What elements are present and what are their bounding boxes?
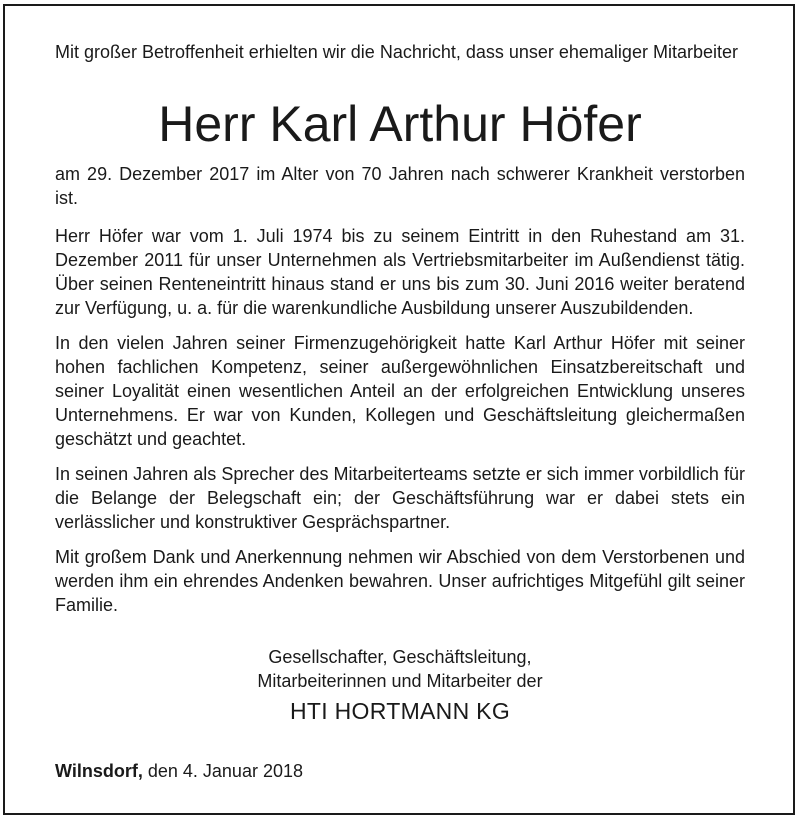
paragraph-farewell: Mit großem Dank und Anerkennung nehmen wir Abschied von dem Verstorbenen und werden ihm ein ehrendes Andenken bewahren. Unser aufrichtiges Mitgefühl gilt seiner Familie.	[55, 547, 745, 615]
death-statement: am 29. Dezember 2017 im Alter von 70 Jahren nach schwerer Krankheit verstorben ist.	[55, 164, 745, 208]
paragraph-spokesman: In seinen Jahren als Sprecher des Mitarbeiterteams setzte er sich immer vorbildlich für die Belange der Belegschaft ein; der Geschäftsführung war er dabei stets ein verlässlicher und konstruktiver Gesprächspartner.	[55, 464, 745, 532]
place-name: Wilnsdorf,	[55, 761, 143, 781]
obituary-body	[55, 224, 745, 628]
place-date-line	[55, 759, 303, 783]
company-name: HTI HORTMANN KG	[289, 698, 511, 724]
signature-block	[0, 645, 800, 693]
notice-date: den 4. Januar 2018	[147, 761, 303, 781]
intro-text: Mit großer Betroffenheit erhielten wir die Nachricht, dass unser ehemaliger Mitarbeiter	[55, 42, 738, 62]
paragraph-career: Herr Höfer war vom 1. Juli 1974 bis zu seinem Eintritt in den Ruhestand am 31. Dezember 2011 für unser Unternehmen als Vertriebsmitarbeiter im Außendienst tätig. Über seinen Renteneintritt hinaus stand er uns bis zum 30. Juni 2016 weiter beratend zur Verfügung, u. a. für die warenkundliche Ausbildung unserer Auszubildenden.	[55, 226, 745, 318]
paragraph-merits: In den vielen Jahren seiner Firmenzugehörigkeit hatte Karl Arthur Höfer mit seiner hohen fachlichen Kompetenz, seiner außergewöhnlichen Einsatzbereitschaft und seiner Loyalität einen wesentlichen Anteil an der erfolgreichen Entwicklung unseres Unternehmens. Er war von Kunden, Kollegen und Geschäftsleitung gleichermaßen geschätzt und geachtet.	[55, 333, 745, 449]
signature-line: Mitarbeiterinnen und Mitarbeiter der	[257, 671, 543, 691]
deceased-name: Herr Karl Arthur Höfer	[158, 96, 642, 152]
signature-line: Gesellschafter, Geschäftsleitung,	[268, 647, 532, 667]
